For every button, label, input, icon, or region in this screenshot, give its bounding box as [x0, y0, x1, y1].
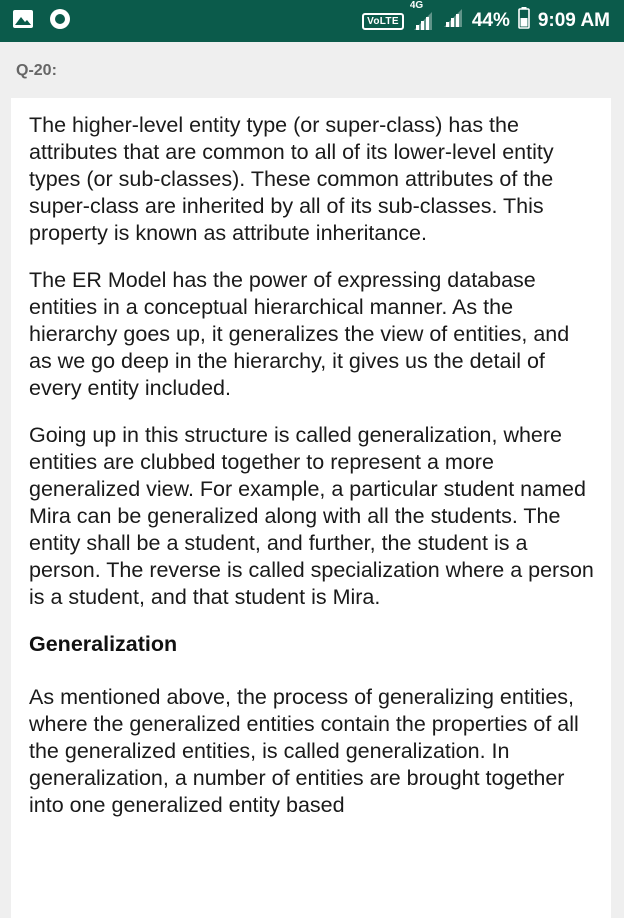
answer-card	[11, 98, 611, 918]
paragraph-attribute-inheritance: The higher-level entity type (or super-class) has the attributes that are common to all of its lower-level entity types (or sub-classes). These common attributes of the super-class are inherited by all of its sub-classes. This property is known as attribute inheritance.	[29, 113, 554, 245]
section-heading: Generalization	[29, 632, 178, 656]
status-bar	[0, 0, 624, 42]
gallery-icon	[12, 9, 34, 34]
signal-icon-2	[442, 7, 464, 35]
paragraph-generalization-intro: Going up in this structure is called generalization, where entities are clubbed together to represent a more generalized view. For example, a particular student named Mira can be generalized along with all the students. The entity shall be a student, and further, the student is a person. The reverse is called specialization where a person is a student, and that student is Mira.	[29, 423, 594, 609]
question-label: Q-20:	[16, 62, 57, 79]
battery-icon	[518, 7, 530, 35]
battery-percent: 44%	[471, 10, 510, 31]
paragraph-er-model: The ER Model has the power of expressing database entities in a conceptual hierarchical manner. As the hierarchy goes up, it generalizes the view of entities, and as we go deep in the hierarchy, it gives us the detail of every entity included.	[29, 268, 570, 400]
signal-icon	[409, 0, 434, 32]
circle-notification-icon	[48, 7, 72, 36]
clock: 9:09 AM	[537, 10, 610, 31]
network-generation: 4G	[409, 0, 424, 11]
volte-badge: VoLTE	[362, 13, 404, 30]
paragraph-generalization-detail: As mentioned above, the process of generalizing entities, where the generalized entities contain the properties of all the generalized entities, is called generalization. In generalization, a number of entities are brought together into one generalized entity based	[29, 685, 579, 817]
